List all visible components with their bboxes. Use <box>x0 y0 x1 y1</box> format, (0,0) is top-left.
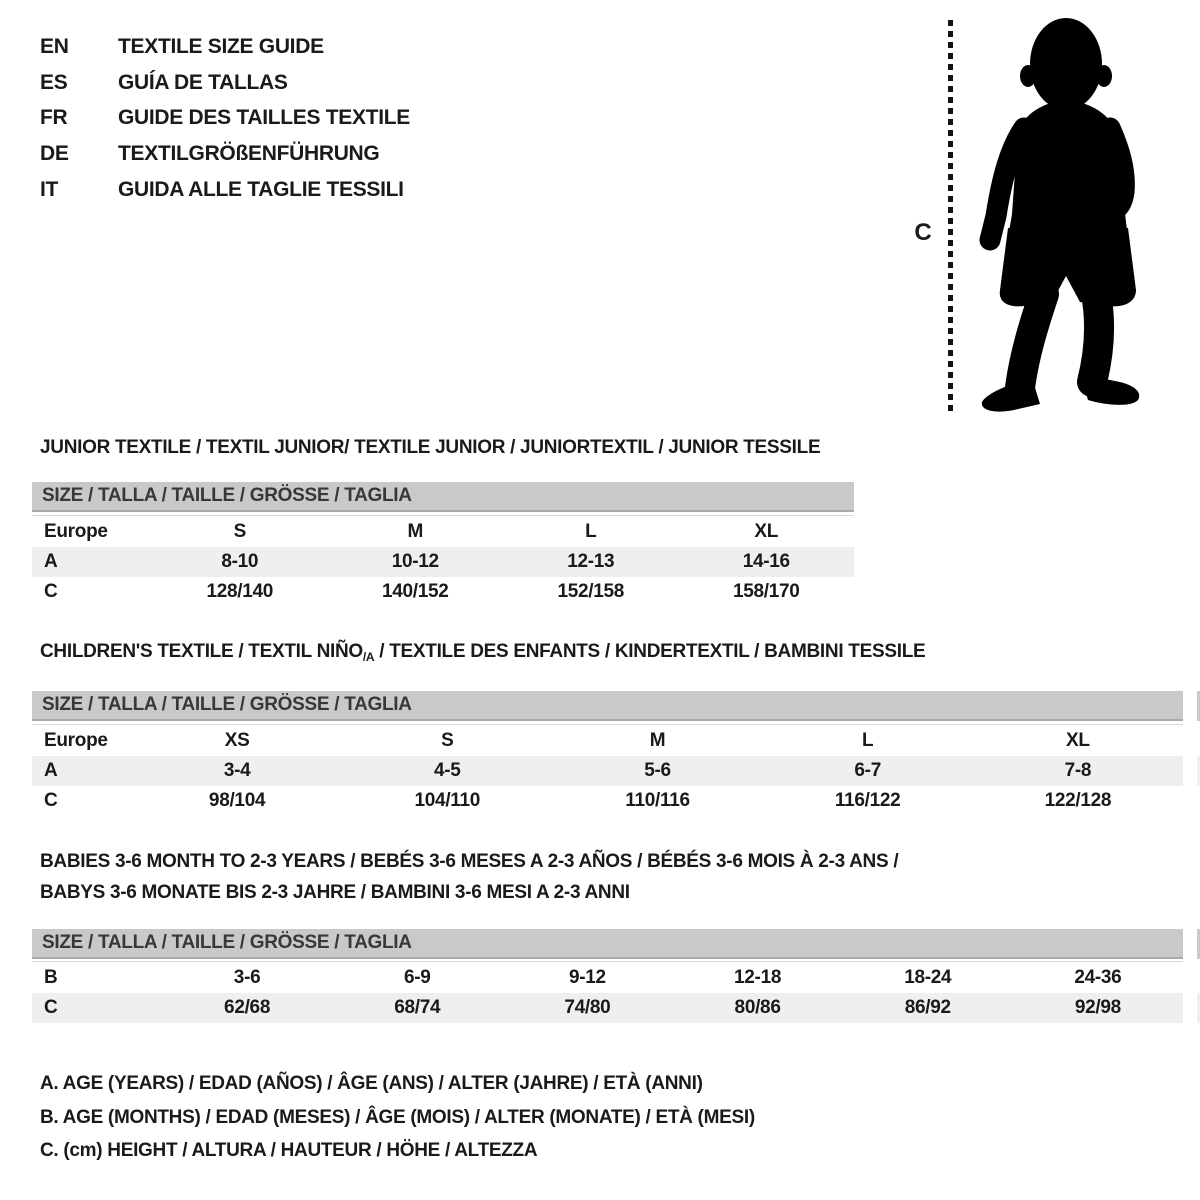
legend-age-months: B. AGE (MONTHS) / EDAD (MESES) / ÂGE (MOIS) / ALTER (MONATE) / ETÀ (MESI) <box>40 1107 755 1128</box>
children-region-label: Europe <box>44 730 108 751</box>
children-size-col: XL <box>1066 730 1090 751</box>
junior-age-cell: 8-10 <box>221 551 259 572</box>
babies-height-cell: 68/74 <box>394 997 441 1018</box>
children-size-col: S <box>441 730 454 751</box>
lang-code-es: ES <box>40 70 68 94</box>
junior-height-row <box>32 577 854 607</box>
lang-code-it: IT <box>40 177 59 201</box>
babies-height-row-label: C <box>44 997 58 1018</box>
height-measure-label: C <box>914 219 932 246</box>
babies-age-cell: 12-18 <box>734 967 782 988</box>
junior-size-col: M <box>407 521 424 542</box>
title-block <box>40 29 410 207</box>
children-height-cell: 110/116 <box>625 790 690 811</box>
page-title-es: GUÍA DE TALLAS <box>118 70 288 94</box>
children-age-row-label: A <box>44 760 58 781</box>
junior-age-row-label: A <box>44 551 58 572</box>
junior-size-header-bar: SIZE / TALLA / TAILLE / GRÖSSE / TAGLIA <box>32 482 854 512</box>
page-title-it: GUIDA ALLE TAGLIE TESSILI <box>118 177 404 201</box>
height-dashed-line <box>948 20 953 416</box>
junior-age-row <box>32 547 854 577</box>
junior-region-label: Europe <box>44 521 108 542</box>
page-title-de: TEXTILGRÖßENFÜHRUNG <box>118 141 380 165</box>
children-age-cell: 7-8 <box>1064 760 1092 781</box>
babies-height-row <box>32 993 1183 1023</box>
babies-section-title <box>40 847 898 908</box>
babies-height-cell: 92/98 <box>1074 997 1121 1018</box>
page-title-fr: GUIDE DES TAILLES TEXTILE <box>118 106 410 130</box>
junior-height-cell: 158/170 <box>732 581 800 602</box>
junior-size-col: S <box>233 521 246 542</box>
babies-age-cell: 18-24 <box>904 967 952 988</box>
title-row-it <box>40 172 410 208</box>
babies-table-divider <box>32 961 1183 962</box>
children-title-text: CHILDREN'S TEXTILE / TEXTIL NIÑO <box>40 641 363 662</box>
babies-age-row <box>32 963 1183 993</box>
junior-height-row-label: C <box>44 581 58 602</box>
babies-age-cell: 6-9 <box>403 967 431 988</box>
children-age-cell: 3-4 <box>223 760 251 781</box>
title-row-en <box>40 29 410 65</box>
junior-columns-row <box>32 517 854 547</box>
toddler-silhouette <box>968 16 1148 416</box>
junior-height-cell: 128/140 <box>206 581 274 602</box>
title-row-fr <box>40 100 410 136</box>
junior-table-divider <box>32 515 854 516</box>
babies-title-line2: BABYS 3-6 MONATE BIS 2-3 JAHRE / BAMBINI 3-6 MESI A 2-3 ANNI <box>40 881 630 903</box>
babies-size-header-bar: SIZE / TALLA / TAILLE / GRÖSSE / TAGLIA <box>32 929 1183 959</box>
title-row-de <box>40 136 410 172</box>
legend-height-cm: C. (cm) HEIGHT / ALTURA / HAUTEUR / HÖHE / ALTEZZA <box>40 1140 538 1161</box>
babies-age-cell: 3-6 <box>233 967 261 988</box>
children-size-col: L <box>862 730 874 751</box>
children-height-cell: 122/128 <box>1044 790 1112 811</box>
babies-age-row-label: B <box>44 967 58 988</box>
babies-height-cell: 62/68 <box>224 997 271 1018</box>
junior-height-cell: 152/158 <box>557 581 625 602</box>
babies-height-cell: 74/80 <box>564 997 611 1018</box>
children-title-subscript: /A <box>362 650 375 664</box>
junior-age-cell: 10-12 <box>391 551 439 572</box>
lang-code-fr: FR <box>40 106 68 130</box>
children-size-header-bar: SIZE / TALLA / TAILLE / GRÖSSE / TAGLIA <box>32 691 1183 721</box>
children-age-cell: 4-5 <box>434 760 461 781</box>
children-age-cell: 6-7 <box>854 760 881 781</box>
page-title-en: TEXTILE SIZE GUIDE <box>118 34 324 58</box>
children-section-title <box>40 641 925 668</box>
children-age-cell: 5-6 <box>644 760 671 781</box>
children-height-cell: 104/110 <box>414 790 481 811</box>
children-table-divider <box>32 724 1183 725</box>
title-row-es <box>40 65 410 101</box>
children-height-row <box>32 786 1183 816</box>
junior-size-col: XL <box>754 521 779 542</box>
legend-age-years: A. AGE (YEARS) / EDAD (AÑOS) / ÂGE (ANS) / ALTER (JAHRE) / ETÀ (ANNI) <box>40 1073 703 1094</box>
babies-age-cell: 24-36 <box>1074 967 1122 988</box>
lang-code-en: EN <box>40 34 69 58</box>
children-size-col: XS <box>224 730 250 751</box>
lang-code-de: DE <box>40 141 69 165</box>
junior-age-cell: 14-16 <box>742 551 790 572</box>
babies-age-cell: 9-12 <box>569 967 606 988</box>
children-age-row <box>32 756 1183 786</box>
children-height-cell: 116/122 <box>834 790 901 811</box>
junior-height-cell: 140/152 <box>381 581 449 602</box>
babies-title-line1: BABIES 3-6 MONTH TO 2-3 YEARS / BEBÉS 3-6 MESES A 2-3 AÑOS / BÉBÉS 3-6 MOIS À 2-3 ANS / <box>40 851 899 872</box>
junior-age-cell: 12-13 <box>567 551 615 572</box>
junior-size-col: L <box>585 521 597 542</box>
children-columns-row <box>32 726 1183 756</box>
children-title-text: / TEXTILE DES ENFANTS / KINDERTEXTIL / BAMBINI TESSILE <box>374 641 926 662</box>
children-size-col: M <box>649 730 666 751</box>
children-height-row-label: C <box>44 790 58 811</box>
babies-height-cell: 86/92 <box>904 997 951 1018</box>
children-height-cell: 98/104 <box>208 790 266 811</box>
babies-height-cell: 80/86 <box>734 997 781 1018</box>
junior-section-title: JUNIOR TEXTILE / TEXTIL JUNIOR/ TEXTILE JUNIOR / JUNIORTEXTIL / JUNIOR TESSILE <box>40 437 821 458</box>
